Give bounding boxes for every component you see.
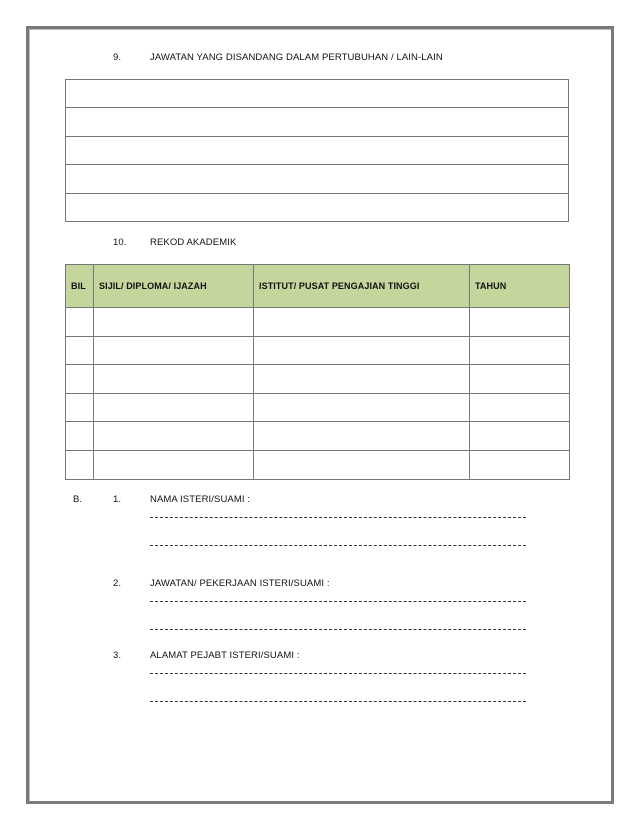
table-cell[interactable] [470,336,570,365]
header-istitut: ISTITUT/ PUSAT PENGAJIAN TINGGI [254,265,470,308]
header-bil: BIL [66,265,94,308]
sectionB-label: B. [73,494,83,505]
section9-number: 9. [113,52,122,63]
table-row [66,193,569,221]
table-row [66,165,569,193]
section9-title: JAWATAN YANG DISANDANG DALAM PERTUBUHAN / LAIN-LAIN [150,52,443,63]
table-cell[interactable] [66,450,94,479]
table-cell[interactable] [470,365,570,394]
spouse-office-address-line-1[interactable] [150,673,526,674]
table-row [66,365,570,394]
table-row [66,450,570,479]
table-cell[interactable] [66,165,569,193]
table-cell[interactable] [470,450,570,479]
section10-title: REKOD AKADEMIK [150,237,237,248]
table-cell[interactable] [254,422,470,451]
academic-table [65,264,570,480]
table-row [66,136,569,164]
spouse-occupation-line-2[interactable] [150,629,526,630]
table-row [66,308,570,337]
table-cell[interactable] [66,393,94,422]
section10-number: 10. [113,237,127,248]
table-cell[interactable] [94,393,254,422]
sectionB-item1-number: 1. [113,494,122,505]
header-tahun: TAHUN [470,265,570,308]
table-cell[interactable] [66,336,94,365]
table-cell[interactable] [66,365,94,394]
table-row [66,422,570,451]
positions-table [65,79,569,222]
table-cell[interactable] [254,393,470,422]
table-cell[interactable] [94,450,254,479]
sectionB-item2-number: 2. [113,578,122,589]
table-cell[interactable] [66,108,569,136]
table-cell[interactable] [470,422,570,451]
spouse-office-address-label: ALAMAT PEJABT ISTERI/SUAMI : [150,650,300,661]
table-header-row [66,265,570,308]
table-cell[interactable] [66,136,569,164]
spouse-name-line-2[interactable] [150,545,526,546]
table-cell[interactable] [66,80,569,108]
spouse-occupation-line-1[interactable] [150,601,526,602]
table-row [66,108,569,136]
table-cell[interactable] [66,308,94,337]
table-cell[interactable] [94,308,254,337]
table-row [66,336,570,365]
table-row [66,393,570,422]
table-cell[interactable] [94,365,254,394]
spouse-name-line-1[interactable] [150,517,526,518]
table-cell[interactable] [66,193,569,221]
table-cell[interactable] [254,336,470,365]
spouse-name-label: NAMA ISTERI/SUAMI : [150,494,251,505]
table-cell[interactable] [254,450,470,479]
table-cell[interactable] [94,422,254,451]
spouse-office-address-line-2[interactable] [150,701,526,702]
spouse-occupation-label: JAWATAN/ PEKERJAAN ISTERI/SUAMI : [150,578,330,589]
table-cell[interactable] [66,422,94,451]
table-cell[interactable] [254,308,470,337]
table-cell[interactable] [254,365,470,394]
sectionB-item3-number: 3. [113,650,122,661]
table-cell[interactable] [470,308,570,337]
header-sijil: SIJIL/ DIPLOMA/ IJAZAH [94,265,254,308]
table-cell[interactable] [94,336,254,365]
table-cell[interactable] [470,393,570,422]
table-row [66,80,569,108]
